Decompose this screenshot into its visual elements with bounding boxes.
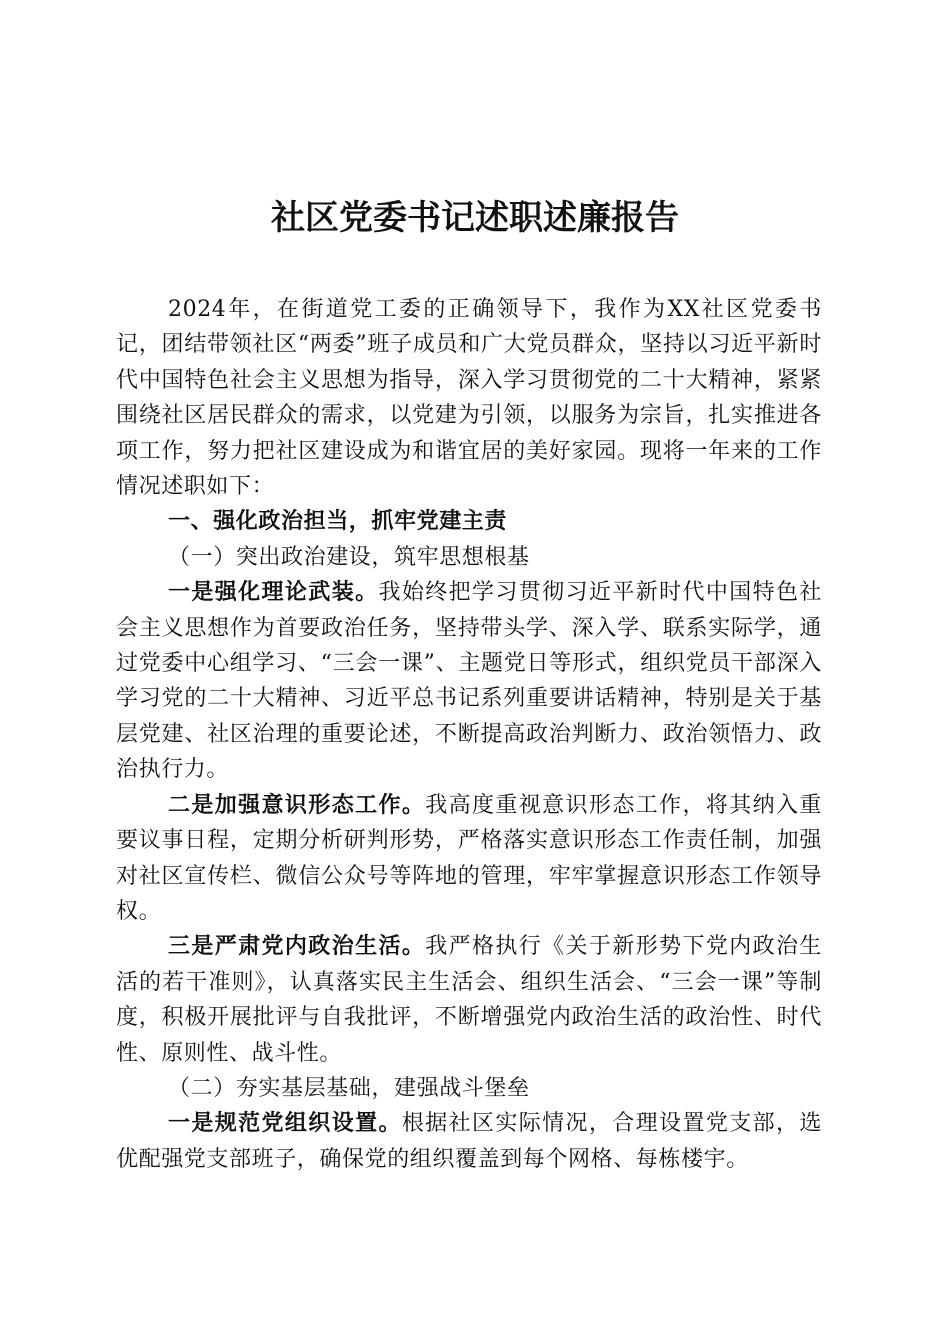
page-title: 社区党委书记述职述廉报告 — [271, 198, 679, 238]
paragraph-text: 我严格执行《关于新形势下党内政治生活的若干准则》，认真落实民主生活会、组织生活会、“三会一课”等制度，积极开展批评与自我批评，不断增强党内政治生活的政治性、时代性、原则性、战斗性。 — [116, 934, 822, 1066]
paragraph-item — [116, 575, 822, 787]
paragraph-text: 根据社区实际情况，合理设置党支部，选优配强党支部班子，确保党的组织覆盖到每个网格、每栋楼宇。 — [116, 1111, 822, 1172]
paragraph-text: 我高度重视意识形态工作，将其纳入重要议事日程，定期分析研判形势，严格落实意识形态工作责任制，加强对社区宣传栏、微信公众号等阵地的管理，牢牢掌握意识形态工作领导权。 — [116, 792, 822, 924]
paragraph-item — [116, 1106, 822, 1177]
paragraph-text: 我始终把学习贯彻习近平新时代中国特色社会主义思想作为首要政治任务，坚持带头学、深入学、联系实际学，通过党委中心组学习、“三会一课”、主题党日等形式，组织党员干部深入学习党的二十大精神、习近平总书记系列重要讲话精神，特别是关于基层党建、社区治理的重要论述，不断提高政治判断力、政治领悟力、政治执行力。 — [116, 580, 822, 783]
subsection-heading-2: （二）夯实基层基础，建强战斗堡垒 — [168, 1075, 530, 1101]
paragraph-lead: 一是强化理论武装。 — [168, 579, 379, 606]
paragraph-item — [116, 929, 822, 1071]
paragraph-lead: 二是加强意识形态工作。 — [168, 791, 426, 818]
subsection-heading-1: （一）突出政治建设，筑牢思想根基 — [168, 544, 530, 570]
paragraph-lead: 一是规范党组织设置。 — [168, 1110, 402, 1137]
document-body — [116, 292, 822, 1177]
paragraph-lead: 三是严肃党内政治生活。 — [168, 933, 426, 960]
intro-paragraph: 2024年，在街道党工委的正确领导下，我作为XX社区党委书记，团结带领社区“两委”班子成员和广大党员群众，坚持以习近平新时代中国特色社会主义思想为指导，深入学习贯彻党的二十大精神，紧紧围绕社区居民群众的需求，以党建为引领，以服务为宗旨，扎实推进各项工作，努力把社区建设成为和谐宜居的美好家园。现将一年来的工作情况述职如下： — [116, 297, 822, 500]
paragraph-item — [116, 788, 822, 930]
section-heading-1: 一、强化政治担当，抓牢党建主责 — [168, 509, 508, 535]
